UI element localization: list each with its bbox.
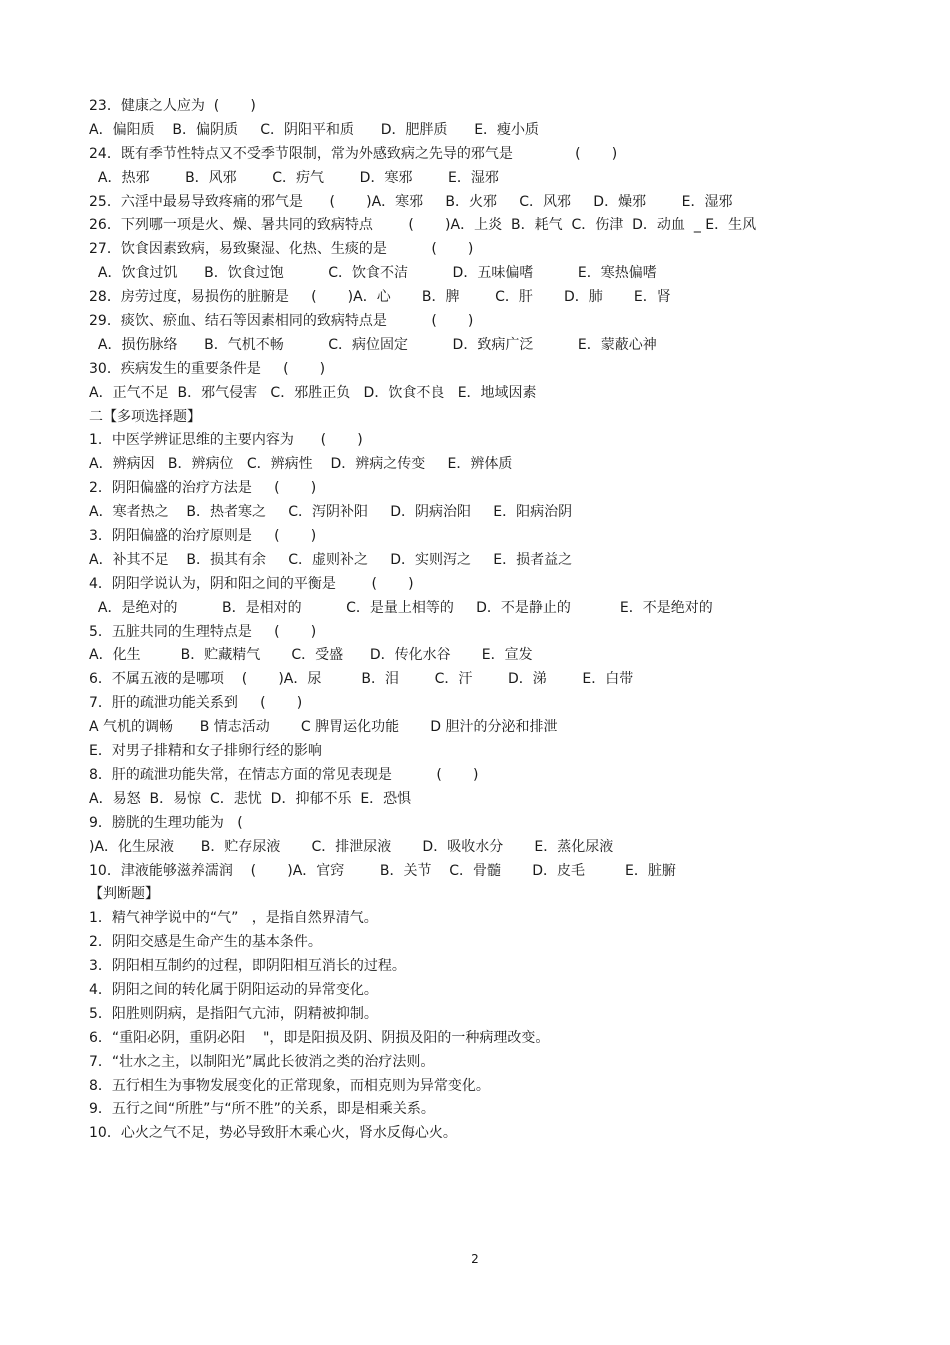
text-line: 7．“壮水之主，以制阳光”属此长彼消之类的治疗法则。 [89, 1053, 435, 1070]
text-line: A．补其不足 B．损其有余 C．虚则补之 D．实则泻之 E．损者益之 [89, 551, 573, 568]
text-line: A．辨病因 B．辨病位 C．辨病性 D．辨病之传变 E．辨体质 [89, 456, 513, 473]
text-line: 8．五行相生为事物发展变化的正常现象，而相克则为异常变化。 [89, 1077, 490, 1094]
text-line: 10．心火之气不足，势必导致肝木乘心火，肾水反侮心火。 [89, 1125, 457, 1142]
text-line: )A．化生尿液 B．贮存尿液 C．排泄尿液 D．吸收水分 E．蒸化尿液 [89, 838, 614, 855]
text-line: 9．五行之间“所胜”与“所不胜”的关系，即是相乘关系。 [89, 1101, 435, 1118]
text-line: A 气机的调畅 B 情志活动 C 脾胃运化功能 D 胆汁的分泌和排泄 [89, 719, 558, 736]
text-line: A．热邪 B．风邪 C．疠气 D．寒邪 E．湿邪 [89, 169, 499, 186]
text-line: 5．阳胜则阴病，是指阳气亢沛，阴精被抑制。 [89, 1005, 378, 1022]
text-line: A．易怒 B．易惊 C．悲忧 D．抑郁不乐 E．恐惧 [89, 790, 412, 807]
text-line: 4．阴阳学说认为，阴和阳之间的平衡是 ( ) [89, 575, 414, 592]
text-line: A．饮食过饥 B．饮食过饱 C．饮食不洁 D．五味偏嗜 E．寒热偏嗜 [89, 265, 657, 282]
text-line: 30．疾病发生的重要条件是 ( ) [89, 360, 326, 377]
text-line: 7．肝的疏泄功能关系到 ( ) [89, 695, 303, 712]
section-heading: 【判断题】 [89, 886, 159, 903]
text-line: 9．膀胱的生理功能为 ( [89, 814, 243, 831]
text-line: 6．不属五液的是哪项 ( )A．尿 B．泪 C．汗 D．涕 E．白带 [89, 671, 634, 688]
page-number: 2 [471, 1252, 479, 1266]
text-line: 2．阴阳交感是生命产生的基本条件。 [89, 934, 322, 951]
text-line: A．是绝对的 B．是相对的 C．是量上相等的 D．不是静止的 E．不是绝对的 [89, 599, 713, 616]
text-line: 1．中医学辨证思维的主要内容为 ( ) [89, 432, 363, 449]
text-line: A．正气不足 B．邪气侵害 C．邪胜正负 D．饮食不良 E．地域因素 [89, 384, 537, 401]
text-line: A．损伤脉络 B．气机不畅 C．病位固定 D．致病广泛 E．蒙蔽心神 [89, 336, 657, 353]
text-line: 8．肝的疏泄功能失常，在情志方面的常见表现是 ( ) [89, 766, 479, 783]
text-line: 26．下列哪一项是火、燥、暑共同的致病特点 ( )A．上炎 B．耗气 C．伤津 D．动血 _ E．生风 [89, 217, 757, 234]
text-line: 3．阴阳偏盛的治疗原则是 ( ) [89, 528, 317, 545]
text-line: A．偏阳质 B．偏阴质 C．阴阳平和质 D．肥胖质 E．瘦小质 [89, 121, 540, 138]
text-line: A．寒者热之 B．热者寒之 C．泻阴补阳 D．阴病治阳 E．阳病治阴 [89, 504, 573, 521]
question-list [89, 95, 889, 1146]
text-line: 4．阴阳之间的转化属于阴阳运动的异常变化。 [89, 981, 378, 998]
text-line: A．化生 B．贮藏精气 C．受盛 D．传化水谷 E．宣发 [89, 647, 533, 664]
text-line: 1．精气神学说中的“气” ，是指自然界清气。 [89, 910, 378, 927]
text-line: 23．健康之人应为 ( ) [89, 98, 256, 114]
text-line: 10．津液能够滋养濡润 ( )A．官窍 B．关节 C．骨髓 D．皮毛 E．脏腑 [89, 862, 676, 879]
text-line: 28．房劳过度，易损伤的脏腑是 ( )A．心 B．脾 C．肝 D．肺 E．肾 [89, 289, 671, 306]
text-line: 3．阴阳相互制约的过程，即阴阳相互消长的过程。 [89, 958, 406, 975]
text-line: 29．痰饮、瘀血、结石等因素相同的致病特点是 ( ) [89, 313, 474, 330]
text-line: E．对男子排精和女子排卵行经的影响 [89, 743, 322, 760]
text-line: 27．饮食因素致病，易致聚湿、化热、生痰的是 ( ) [89, 241, 474, 258]
section-heading: 二【多项选择题】 [89, 408, 201, 425]
text-line: 25．六淫中最易导致疼痛的邪气是 ( )A．寒邪 B．火邪 C．风邪 D．燥邪 E．湿邪 [89, 193, 733, 210]
text-line: 5．五脏共同的生理特点是 ( ) [89, 623, 317, 640]
text-line: 6．“重阳必阴，重阴必阳 "，即是阳损及阴、阴损及阳的一种病理改变。 [89, 1029, 550, 1046]
text-line: 2．阴阳偏盛的治疗方法是 ( ) [89, 480, 317, 497]
text-line: 24．既有季节性特点又不受季节限制，常为外感致病之先导的邪气是 ( ) [89, 145, 618, 162]
